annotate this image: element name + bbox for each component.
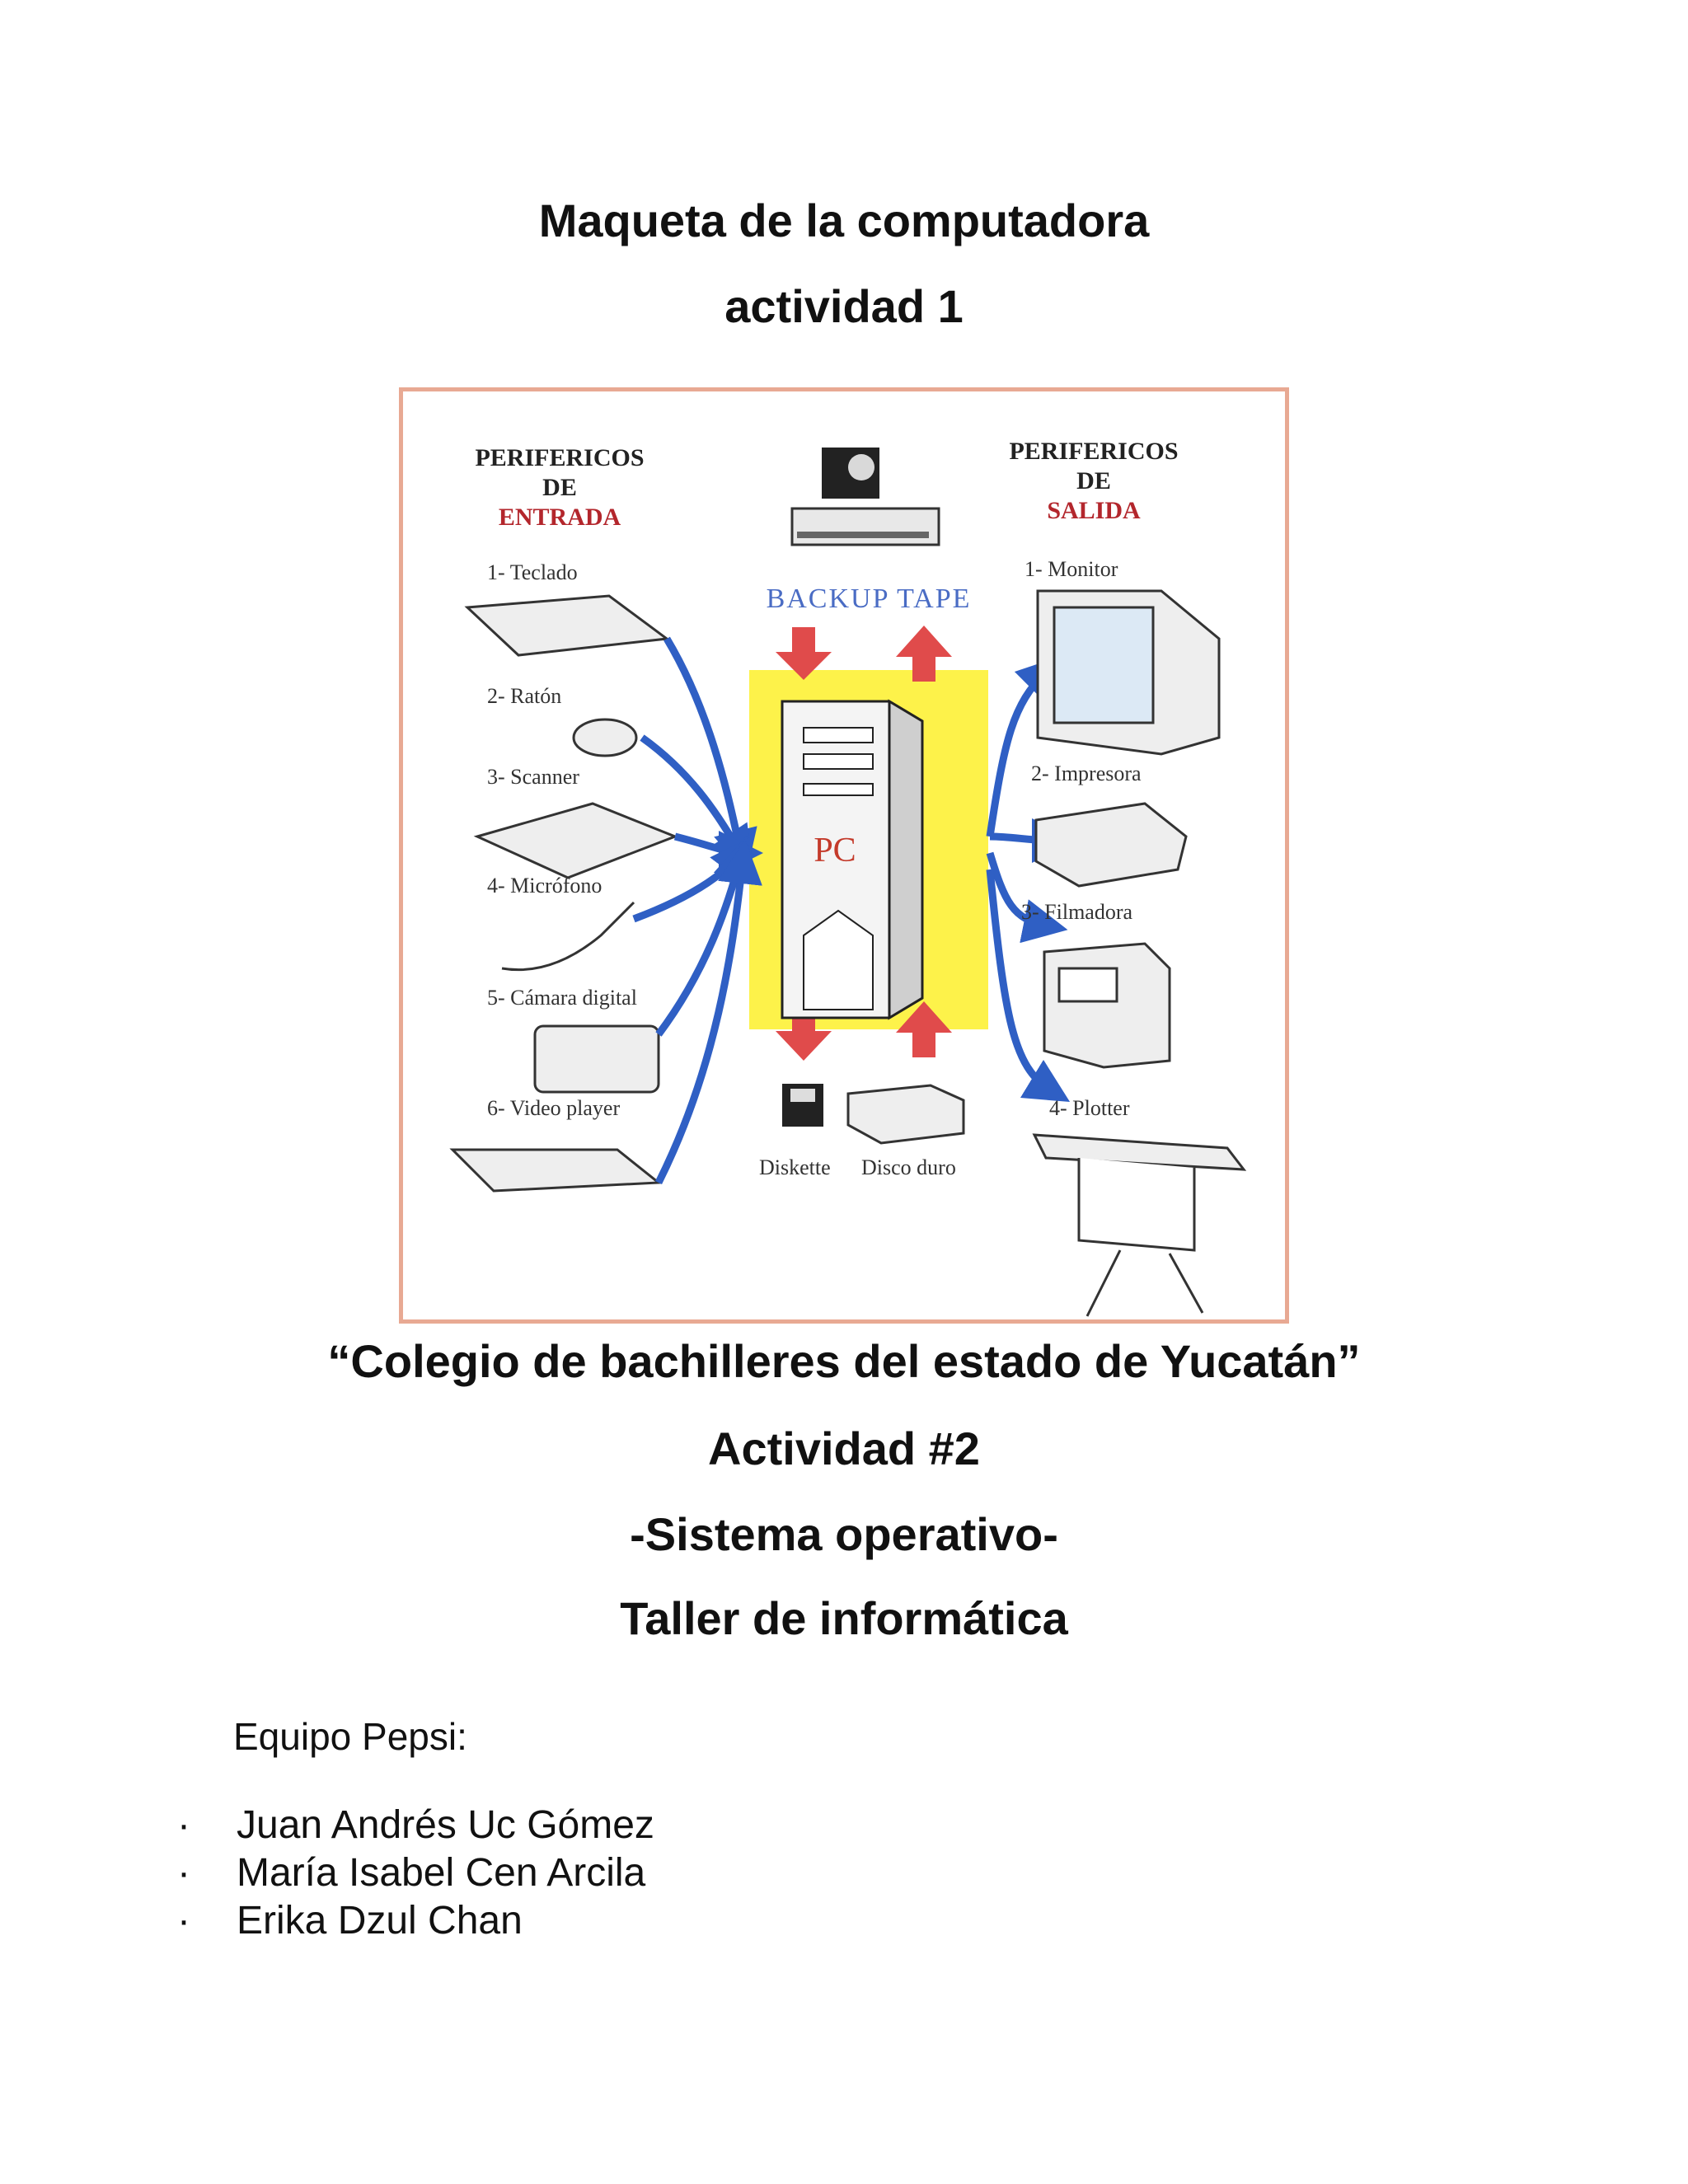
- output-heading-line3: SALIDA: [1047, 497, 1141, 524]
- output-label-monitor: 1- Monitor: [1025, 557, 1118, 581]
- bullet-marker: ·: [177, 1851, 190, 1895]
- activity-number: Actividad #2: [708, 1422, 980, 1474]
- input-heading-line1: PERIFERICOS: [475, 444, 645, 471]
- storage-labels: [759, 1155, 956, 1179]
- camera-icon: [535, 1026, 659, 1092]
- microphone-icon: [502, 902, 634, 970]
- document-subtitle: actividad 1: [724, 280, 964, 332]
- member-name: Juan Andrés Uc Gómez: [237, 1803, 654, 1847]
- bullet-marker: ·: [177, 1899, 190, 1943]
- plotter-icon: [1034, 1135, 1244, 1316]
- topic-title: -Sistema operativo-: [630, 1508, 1058, 1560]
- backup-tape-label: BACKUP TAPE: [766, 583, 972, 614]
- input-label-keyboard: 1- Teclado: [487, 560, 578, 584]
- input-label-camera: 5- Cámara digital: [487, 986, 637, 1010]
- input-label-video-player: 6- Video player: [487, 1096, 621, 1120]
- output-heading-line1: PERIFERICOS: [1009, 438, 1179, 465]
- output-heading-line2: DE: [1076, 467, 1111, 494]
- school-name: “Colegio de bachilleres del estado de Yucatán”: [327, 1335, 1361, 1387]
- bullet-marker: ·: [177, 1803, 190, 1847]
- output-heading: [1009, 438, 1178, 524]
- input-heading-line2: DE: [542, 474, 577, 501]
- video-player-icon: [452, 1150, 659, 1191]
- storage-label-hard-disk: Disco duro: [861, 1155, 956, 1179]
- peripherals-diagram: [399, 387, 1289, 1324]
- output-device-icons: [1034, 591, 1244, 1316]
- keyboard-icon: [467, 596, 667, 655]
- input-label-scanner: 3- Scanner: [487, 765, 579, 789]
- pc-label: PC: [814, 832, 856, 869]
- member-name: Erika Dzul Chan: [237, 1899, 523, 1943]
- backup-tape-icon: [792, 448, 939, 545]
- document-title: Maqueta de la computadora: [538, 194, 1150, 246]
- printer-icon: [1036, 804, 1186, 886]
- input-label-microphone: 4- Micrófono: [487, 874, 603, 898]
- input-heading: [475, 444, 644, 531]
- team-label: Equipo Pepsi:: [233, 1715, 467, 1758]
- input-arrows: [634, 639, 743, 1183]
- scanner-icon: [477, 804, 675, 878]
- output-label-plotter: 4- Plotter: [1049, 1096, 1130, 1120]
- output-label-filmmaker: 3- Filmadora: [1021, 900, 1133, 924]
- mouse-icon: [574, 719, 636, 756]
- storage-label-diskette: Diskette: [759, 1155, 831, 1179]
- monitor-icon: [1038, 591, 1219, 754]
- diskette-icon: [782, 1084, 823, 1127]
- output-label-printer: 2- Impresora: [1031, 762, 1142, 785]
- hard-disk-icon: [848, 1085, 964, 1143]
- input-label-mouse: 2- Ratón: [487, 684, 562, 708]
- filmmaker-icon: [1044, 944, 1170, 1067]
- input-heading-line3: ENTRADA: [498, 504, 621, 531]
- member-name: María Isabel Cen Arcila: [237, 1851, 646, 1895]
- subject-title: Taller de informática: [620, 1592, 1068, 1644]
